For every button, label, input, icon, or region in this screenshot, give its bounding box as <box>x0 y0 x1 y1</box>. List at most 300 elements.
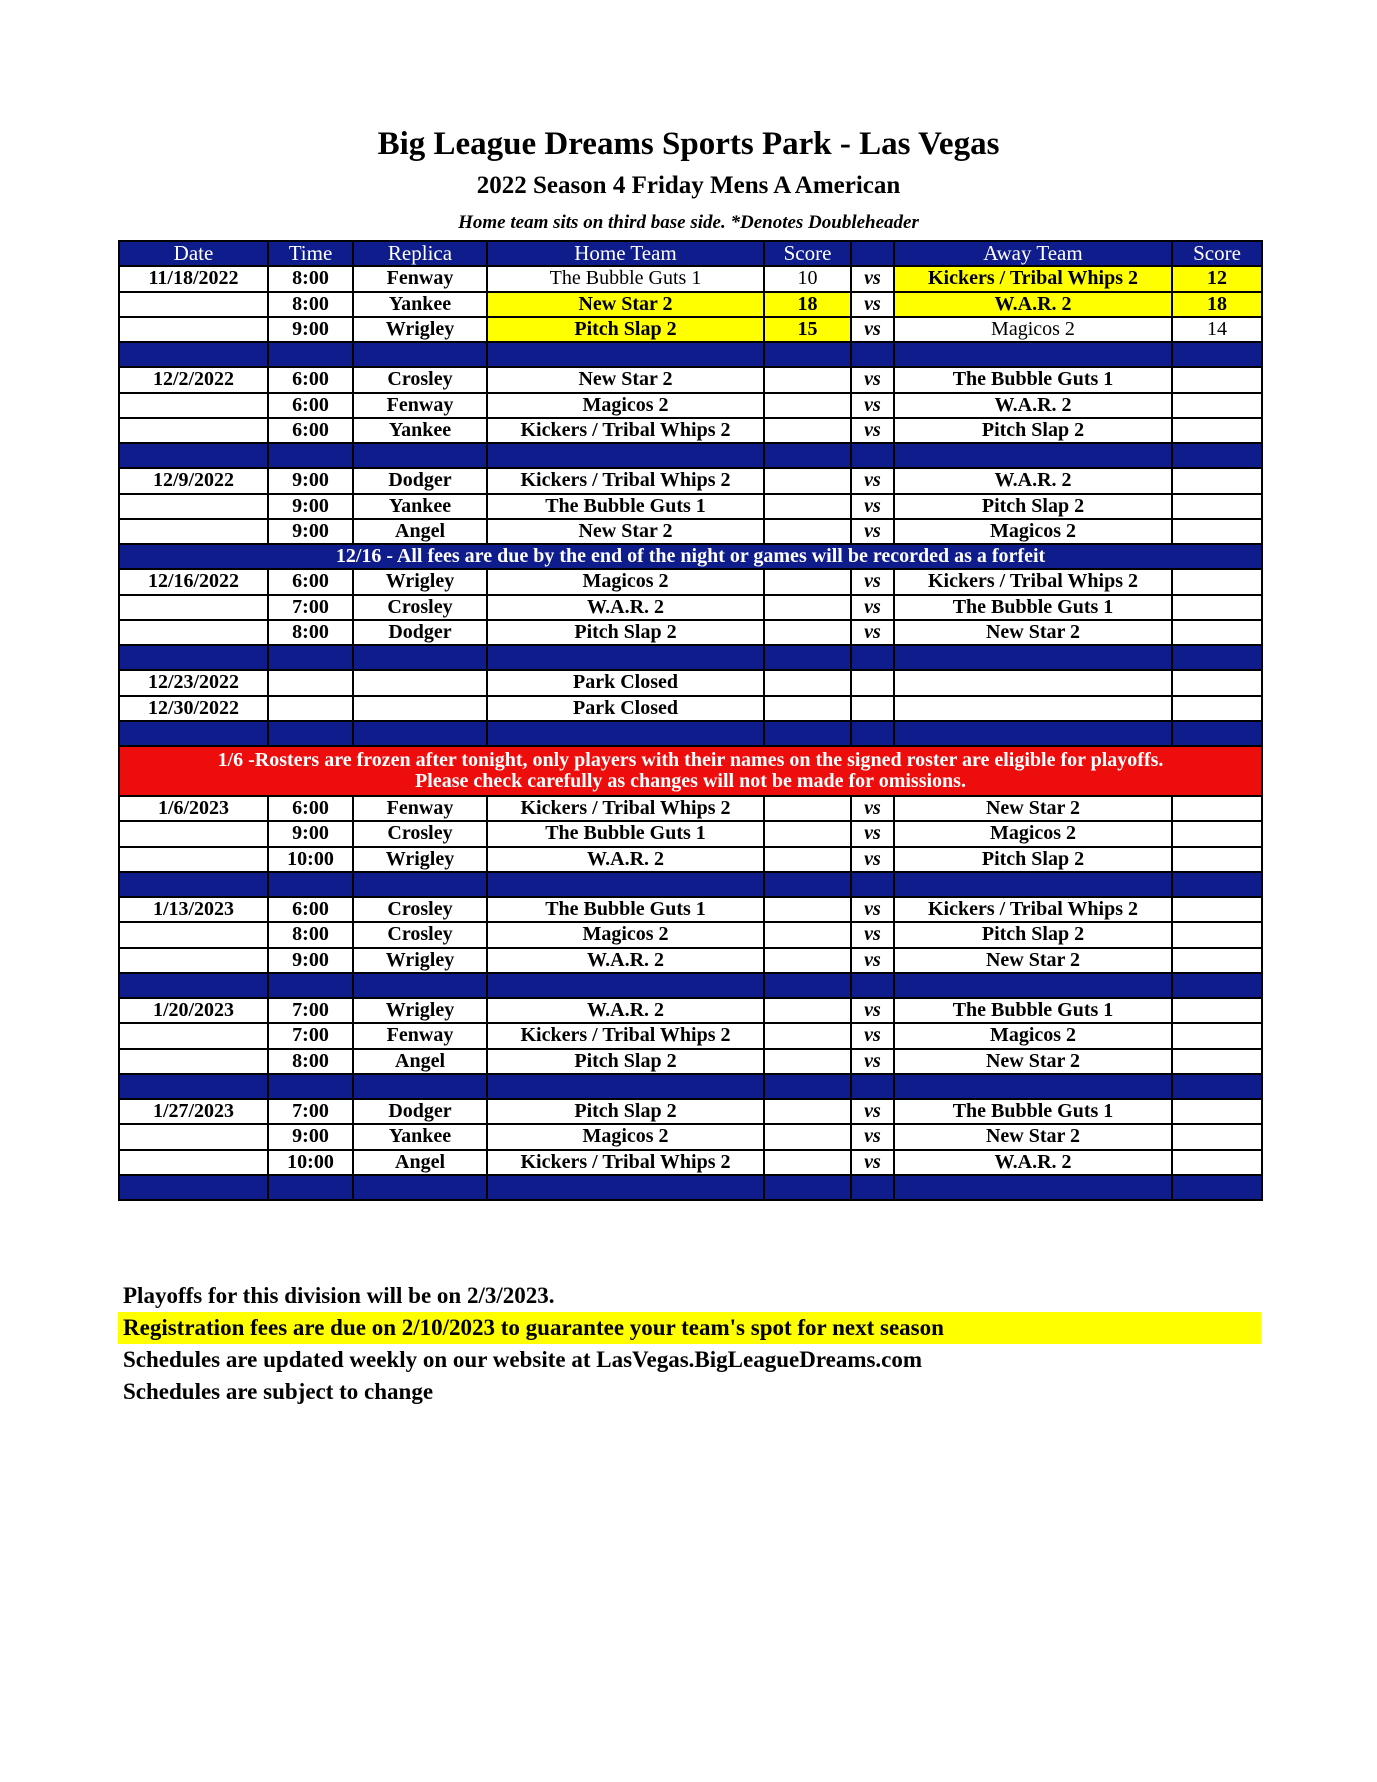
away-score-cell <box>1172 1150 1262 1175</box>
separator-row <box>119 872 1262 897</box>
date-cell <box>119 292 268 317</box>
game-row <box>119 620 1262 645</box>
away-team-cell: W.A.R. 2 <box>894 468 1172 493</box>
time-cell: 9:00 <box>268 1124 353 1149</box>
col-header-time: Time <box>268 241 353 266</box>
date-cell: 12/30/2022 <box>119 696 268 721</box>
replica-cell: Dodger <box>353 1099 487 1124</box>
separator-cell <box>1172 443 1262 468</box>
col-header-vs <box>851 241 894 266</box>
separator-cell <box>119 872 268 897</box>
game-row <box>119 468 1262 493</box>
away-score-cell <box>1172 998 1262 1023</box>
separator-cell <box>268 645 353 670</box>
away-score-cell <box>1172 1049 1262 1074</box>
separator-cell <box>119 443 268 468</box>
separator-cell <box>851 342 894 367</box>
time-cell: 8:00 <box>268 292 353 317</box>
separator-cell <box>764 443 851 468</box>
time-cell: 8:00 <box>268 266 353 291</box>
replica-cell: Crosley <box>353 821 487 846</box>
disclaimer-note: Schedules are subject to change <box>123 1379 434 1404</box>
date-cell <box>119 519 268 544</box>
time-cell: 6:00 <box>268 418 353 443</box>
separator-cell <box>119 973 268 998</box>
home-score-cell <box>764 418 851 443</box>
away-score-cell: 18 <box>1172 292 1262 317</box>
playoffs-note: Playoffs for this division will be on 2/3/2023. <box>123 1283 555 1308</box>
replica-cell: Angel <box>353 1150 487 1175</box>
date-cell <box>119 317 268 342</box>
away-team-cell: New Star 2 <box>894 796 1172 821</box>
separator-row <box>119 443 1262 468</box>
away-team-cell: The Bubble Guts 1 <box>894 1099 1172 1124</box>
separator-cell <box>487 342 764 367</box>
home-team-cell: Kickers / Tribal Whips 2 <box>487 1150 764 1175</box>
game-row <box>119 847 1262 872</box>
time-cell: 9:00 <box>268 948 353 973</box>
home-team-cell: The Bubble Guts 1 <box>487 821 764 846</box>
vs-cell: vs <box>851 948 894 973</box>
separator-cell <box>119 1175 268 1200</box>
col-header-home-team: Home Team <box>487 241 764 266</box>
date-cell <box>119 595 268 620</box>
date-cell: 12/16/2022 <box>119 569 268 594</box>
time-cell: 8:00 <box>268 922 353 947</box>
replica-cell: Dodger <box>353 620 487 645</box>
time-cell: 10:00 <box>268 847 353 872</box>
home-score-cell <box>764 595 851 620</box>
home-score-cell <box>764 393 851 418</box>
home-score-cell <box>764 1023 851 1048</box>
separator-cell <box>487 872 764 897</box>
home-score-cell <box>764 1150 851 1175</box>
roster-alert-line1: 1/6 -Rosters are frozen after tonight, only players with their names on the signed roster are eligible for playoffs. <box>217 749 1164 771</box>
home-score-cell <box>764 494 851 519</box>
home-score-cell <box>764 696 851 721</box>
away-team-cell: Pitch Slap 2 <box>894 922 1172 947</box>
separator-cell <box>764 721 851 746</box>
separator-cell <box>764 1074 851 1099</box>
time-cell: 6:00 <box>268 393 353 418</box>
time-cell: 9:00 <box>268 494 353 519</box>
home-score-cell: 15 <box>764 317 851 342</box>
replica-cell: Dodger <box>353 468 487 493</box>
away-team-cell: Kickers / Tribal Whips 2 <box>894 897 1172 922</box>
away-team-cell <box>894 696 1172 721</box>
date-cell: 12/23/2022 <box>119 670 268 695</box>
replica-cell: Yankee <box>353 1124 487 1149</box>
game-row <box>119 670 1262 695</box>
notice-row <box>119 544 1262 569</box>
game-row <box>119 519 1262 544</box>
vs-cell: vs <box>851 821 894 846</box>
game-row <box>119 494 1262 519</box>
game-row <box>119 1124 1262 1149</box>
date-cell <box>119 821 268 846</box>
game-row <box>119 317 1262 342</box>
replica-cell: Fenway <box>353 1023 487 1048</box>
game-row <box>119 696 1262 721</box>
time-cell: 7:00 <box>268 1099 353 1124</box>
separator-cell <box>487 443 764 468</box>
away-team-cell: Pitch Slap 2 <box>894 494 1172 519</box>
separator-cell <box>764 1175 851 1200</box>
home-team-cell: W.A.R. 2 <box>487 847 764 872</box>
separator-cell <box>894 721 1172 746</box>
replica-cell: Crosley <box>353 367 487 392</box>
separator-cell <box>1172 1175 1262 1200</box>
separator-cell <box>894 1175 1172 1200</box>
away-team-cell: The Bubble Guts 1 <box>894 595 1172 620</box>
time-cell: 6:00 <box>268 367 353 392</box>
separator-cell <box>894 973 1172 998</box>
home-score-cell <box>764 367 851 392</box>
separator-cell <box>851 443 894 468</box>
separator-cell <box>268 872 353 897</box>
away-team-cell: The Bubble Guts 1 <box>894 998 1172 1023</box>
away-score-cell <box>1172 796 1262 821</box>
separator-cell <box>487 973 764 998</box>
replica-cell: Wrigley <box>353 569 487 594</box>
date-cell <box>119 948 268 973</box>
away-score-cell <box>1172 519 1262 544</box>
away-team-cell: New Star 2 <box>894 948 1172 973</box>
vs-cell: vs <box>851 292 894 317</box>
vs-cell: vs <box>851 367 894 392</box>
home-team-cell: Pitch Slap 2 <box>487 1049 764 1074</box>
separator-cell <box>851 1074 894 1099</box>
separator-cell <box>851 872 894 897</box>
vs-cell: vs <box>851 266 894 291</box>
date-cell <box>119 1150 268 1175</box>
separator-cell <box>353 1175 487 1200</box>
separator-cell <box>119 721 268 746</box>
home-team-cell: Kickers / Tribal Whips 2 <box>487 796 764 821</box>
game-row <box>119 266 1262 291</box>
away-score-cell <box>1172 418 1262 443</box>
separator-cell <box>487 645 764 670</box>
home-team-cell: Kickers / Tribal Whips 2 <box>487 418 764 443</box>
date-cell <box>119 847 268 872</box>
date-cell: 11/18/2022 <box>119 266 268 291</box>
home-score-cell <box>764 670 851 695</box>
separator-row <box>119 645 1262 670</box>
home-score-cell <box>764 620 851 645</box>
separator-row <box>119 721 1262 746</box>
separator-cell <box>353 721 487 746</box>
vs-cell: vs <box>851 1049 894 1074</box>
game-row <box>119 393 1262 418</box>
vs-cell: vs <box>851 569 894 594</box>
vs-cell: vs <box>851 494 894 519</box>
home-team-cell: New Star 2 <box>487 367 764 392</box>
home-team-cell: New Star 2 <box>487 292 764 317</box>
vs-cell <box>851 696 894 721</box>
separator-cell <box>268 721 353 746</box>
home-score-cell <box>764 796 851 821</box>
game-row <box>119 796 1262 821</box>
away-score-cell <box>1172 670 1262 695</box>
vs-cell: vs <box>851 922 894 947</box>
replica-cell: Wrigley <box>353 998 487 1023</box>
date-cell <box>119 393 268 418</box>
home-team-cell: Magicos 2 <box>487 569 764 594</box>
replica-cell: Crosley <box>353 595 487 620</box>
home-team-cell: W.A.R. 2 <box>487 998 764 1023</box>
away-score-cell <box>1172 1099 1262 1124</box>
replica-cell: Angel <box>353 1049 487 1074</box>
replica-cell: Crosley <box>353 922 487 947</box>
time-cell: 7:00 <box>268 998 353 1023</box>
time-cell: 8:00 <box>268 620 353 645</box>
time-cell: 9:00 <box>268 468 353 493</box>
separator-row <box>119 973 1262 998</box>
game-row <box>119 367 1262 392</box>
separator-cell <box>1172 342 1262 367</box>
date-cell <box>119 1049 268 1074</box>
separator-cell <box>894 872 1172 897</box>
separator-cell <box>894 645 1172 670</box>
home-score-cell <box>764 1049 851 1074</box>
vs-cell: vs <box>851 998 894 1023</box>
vs-cell: vs <box>851 468 894 493</box>
date-cell <box>119 1124 268 1149</box>
separator-cell <box>894 342 1172 367</box>
replica-cell: Crosley <box>353 897 487 922</box>
game-row <box>119 1023 1262 1048</box>
separator-cell <box>353 645 487 670</box>
home-score-cell <box>764 998 851 1023</box>
home-score-cell <box>764 922 851 947</box>
away-team-cell: Magicos 2 <box>894 317 1172 342</box>
away-score-cell <box>1172 494 1262 519</box>
away-score-cell <box>1172 1023 1262 1048</box>
separator-row <box>119 1175 1262 1200</box>
page-title: Big League Dreams Sports Park - Las Vegas <box>377 126 1000 162</box>
replica-cell <box>353 670 487 695</box>
vs-cell: vs <box>851 418 894 443</box>
game-row <box>119 418 1262 443</box>
away-team-cell: New Star 2 <box>894 620 1172 645</box>
away-score-cell <box>1172 468 1262 493</box>
away-score-cell <box>1172 696 1262 721</box>
away-score-cell <box>1172 897 1262 922</box>
col-header-away-score: Score <box>1172 241 1262 266</box>
table-header-row <box>119 241 1262 266</box>
replica-cell: Fenway <box>353 393 487 418</box>
away-score-cell <box>1172 620 1262 645</box>
roster-alert-row <box>119 746 1262 796</box>
vs-cell: vs <box>851 519 894 544</box>
time-cell <box>268 670 353 695</box>
away-score-cell: 14 <box>1172 317 1262 342</box>
home-team-cell: The Bubble Guts 1 <box>487 897 764 922</box>
home-team-cell: W.A.R. 2 <box>487 948 764 973</box>
home-score-cell <box>764 1124 851 1149</box>
away-score-cell <box>1172 569 1262 594</box>
date-cell: 12/9/2022 <box>119 468 268 493</box>
away-team-cell: Magicos 2 <box>894 1023 1172 1048</box>
time-cell: 10:00 <box>268 1150 353 1175</box>
home-team-cell: Kickers / Tribal Whips 2 <box>487 1023 764 1048</box>
home-team-cell: The Bubble Guts 1 <box>487 494 764 519</box>
separator-cell <box>119 645 268 670</box>
separator-cell <box>764 872 851 897</box>
col-header-date: Date <box>119 241 268 266</box>
time-cell: 6:00 <box>268 569 353 594</box>
away-team-cell: W.A.R. 2 <box>894 1150 1172 1175</box>
separator-cell <box>764 645 851 670</box>
game-row <box>119 569 1262 594</box>
separator-cell <box>268 342 353 367</box>
away-team-cell: Magicos 2 <box>894 821 1172 846</box>
home-team-cell: Pitch Slap 2 <box>487 1099 764 1124</box>
col-header-home-score: Score <box>764 241 851 266</box>
home-score-cell <box>764 897 851 922</box>
separator-cell <box>268 443 353 468</box>
replica-cell: Angel <box>353 519 487 544</box>
page-subtitle: 2022 Season 4 Friday Mens A American <box>476 172 901 199</box>
time-cell: 9:00 <box>268 519 353 544</box>
time-cell: 7:00 <box>268 595 353 620</box>
roster-alert <box>119 746 1262 796</box>
away-team-cell: Magicos 2 <box>894 519 1172 544</box>
home-team-cell: W.A.R. 2 <box>487 595 764 620</box>
home-team-cell: Magicos 2 <box>487 1124 764 1149</box>
away-team-cell: New Star 2 <box>894 1124 1172 1149</box>
away-score-cell <box>1172 367 1262 392</box>
away-score-cell <box>1172 948 1262 973</box>
away-team-cell: Kickers / Tribal Whips 2 <box>894 266 1172 291</box>
separator-cell <box>1172 973 1262 998</box>
date-cell: 1/13/2023 <box>119 897 268 922</box>
replica-cell: Yankee <box>353 418 487 443</box>
home-team-cell: Pitch Slap 2 <box>487 620 764 645</box>
separator-cell <box>764 973 851 998</box>
separator-cell <box>851 973 894 998</box>
date-cell <box>119 620 268 645</box>
separator-cell <box>894 1074 1172 1099</box>
date-cell <box>119 922 268 947</box>
vs-cell: vs <box>851 847 894 872</box>
home-team-cell: Kickers / Tribal Whips 2 <box>487 468 764 493</box>
separator-cell <box>764 342 851 367</box>
vs-cell: vs <box>851 595 894 620</box>
separator-cell <box>353 443 487 468</box>
vs-cell: vs <box>851 1099 894 1124</box>
away-score-cell <box>1172 847 1262 872</box>
away-score-cell <box>1172 821 1262 846</box>
separator-cell <box>353 973 487 998</box>
home-score-cell <box>764 821 851 846</box>
separator-row <box>119 342 1262 367</box>
home-score-cell <box>764 948 851 973</box>
away-team-cell: The Bubble Guts 1 <box>894 367 1172 392</box>
home-score-cell <box>764 468 851 493</box>
vs-cell: vs <box>851 1124 894 1149</box>
date-cell: 1/20/2023 <box>119 998 268 1023</box>
separator-cell <box>487 1074 764 1099</box>
separator-cell <box>119 342 268 367</box>
game-row <box>119 1049 1262 1074</box>
date-cell <box>119 418 268 443</box>
replica-cell <box>353 696 487 721</box>
separator-cell <box>487 721 764 746</box>
game-row <box>119 998 1262 1023</box>
home-score-cell <box>764 847 851 872</box>
away-team-cell: Pitch Slap 2 <box>894 847 1172 872</box>
vs-cell: vs <box>851 393 894 418</box>
time-cell: 6:00 <box>268 897 353 922</box>
away-team-cell: Kickers / Tribal Whips 2 <box>894 569 1172 594</box>
separator-cell <box>353 872 487 897</box>
time-cell: 8:00 <box>268 1049 353 1074</box>
home-team-cell: Magicos 2 <box>487 922 764 947</box>
separator-cell <box>1172 721 1262 746</box>
vs-cell <box>851 670 894 695</box>
away-score-cell <box>1172 595 1262 620</box>
date-cell: 1/6/2023 <box>119 796 268 821</box>
game-row <box>119 1150 1262 1175</box>
away-team-cell: New Star 2 <box>894 1049 1172 1074</box>
registration-note: Registration fees are due on 2/10/2023 to guarantee your team's spot for next season <box>118 1312 1261 1344</box>
home-score-cell: 10 <box>764 266 851 291</box>
date-cell <box>119 494 268 519</box>
home-score-cell <box>764 1099 851 1124</box>
replica-cell: Yankee <box>353 494 487 519</box>
replica-cell: Wrigley <box>353 317 487 342</box>
vs-cell: vs <box>851 620 894 645</box>
game-row <box>119 1099 1262 1124</box>
vs-cell: vs <box>851 897 894 922</box>
replica-cell: Wrigley <box>353 847 487 872</box>
time-cell: 6:00 <box>268 796 353 821</box>
time-cell <box>268 696 353 721</box>
col-header-away-team: Away Team <box>894 241 1172 266</box>
home-team-cell: Magicos 2 <box>487 393 764 418</box>
game-row <box>119 595 1262 620</box>
separator-cell <box>1172 1074 1262 1099</box>
home-team-cell: Pitch Slap 2 <box>487 317 764 342</box>
separator-row <box>119 1074 1262 1099</box>
home-team-cell: New Star 2 <box>487 519 764 544</box>
game-row <box>119 948 1262 973</box>
away-score-cell: 12 <box>1172 266 1262 291</box>
col-header-replica: Replica <box>353 241 487 266</box>
separator-cell <box>851 1175 894 1200</box>
home-score-cell <box>764 519 851 544</box>
separator-cell <box>851 645 894 670</box>
away-team-cell: Pitch Slap 2 <box>894 418 1172 443</box>
time-cell: 9:00 <box>268 317 353 342</box>
separator-cell <box>1172 645 1262 670</box>
page-note: Home team sits on third base side. *Denotes Doubleheader <box>458 212 919 233</box>
home-team-cell: Park Closed <box>487 670 764 695</box>
replica-cell: Wrigley <box>353 948 487 973</box>
game-row <box>119 821 1262 846</box>
separator-cell <box>268 973 353 998</box>
separator-cell <box>119 1074 268 1099</box>
separator-cell <box>851 721 894 746</box>
game-row <box>119 292 1262 317</box>
away-team-cell: W.A.R. 2 <box>894 393 1172 418</box>
vs-cell: vs <box>851 796 894 821</box>
separator-cell <box>268 1175 353 1200</box>
time-cell: 7:00 <box>268 1023 353 1048</box>
separator-cell <box>487 1175 764 1200</box>
schedule-table <box>118 240 1263 1201</box>
